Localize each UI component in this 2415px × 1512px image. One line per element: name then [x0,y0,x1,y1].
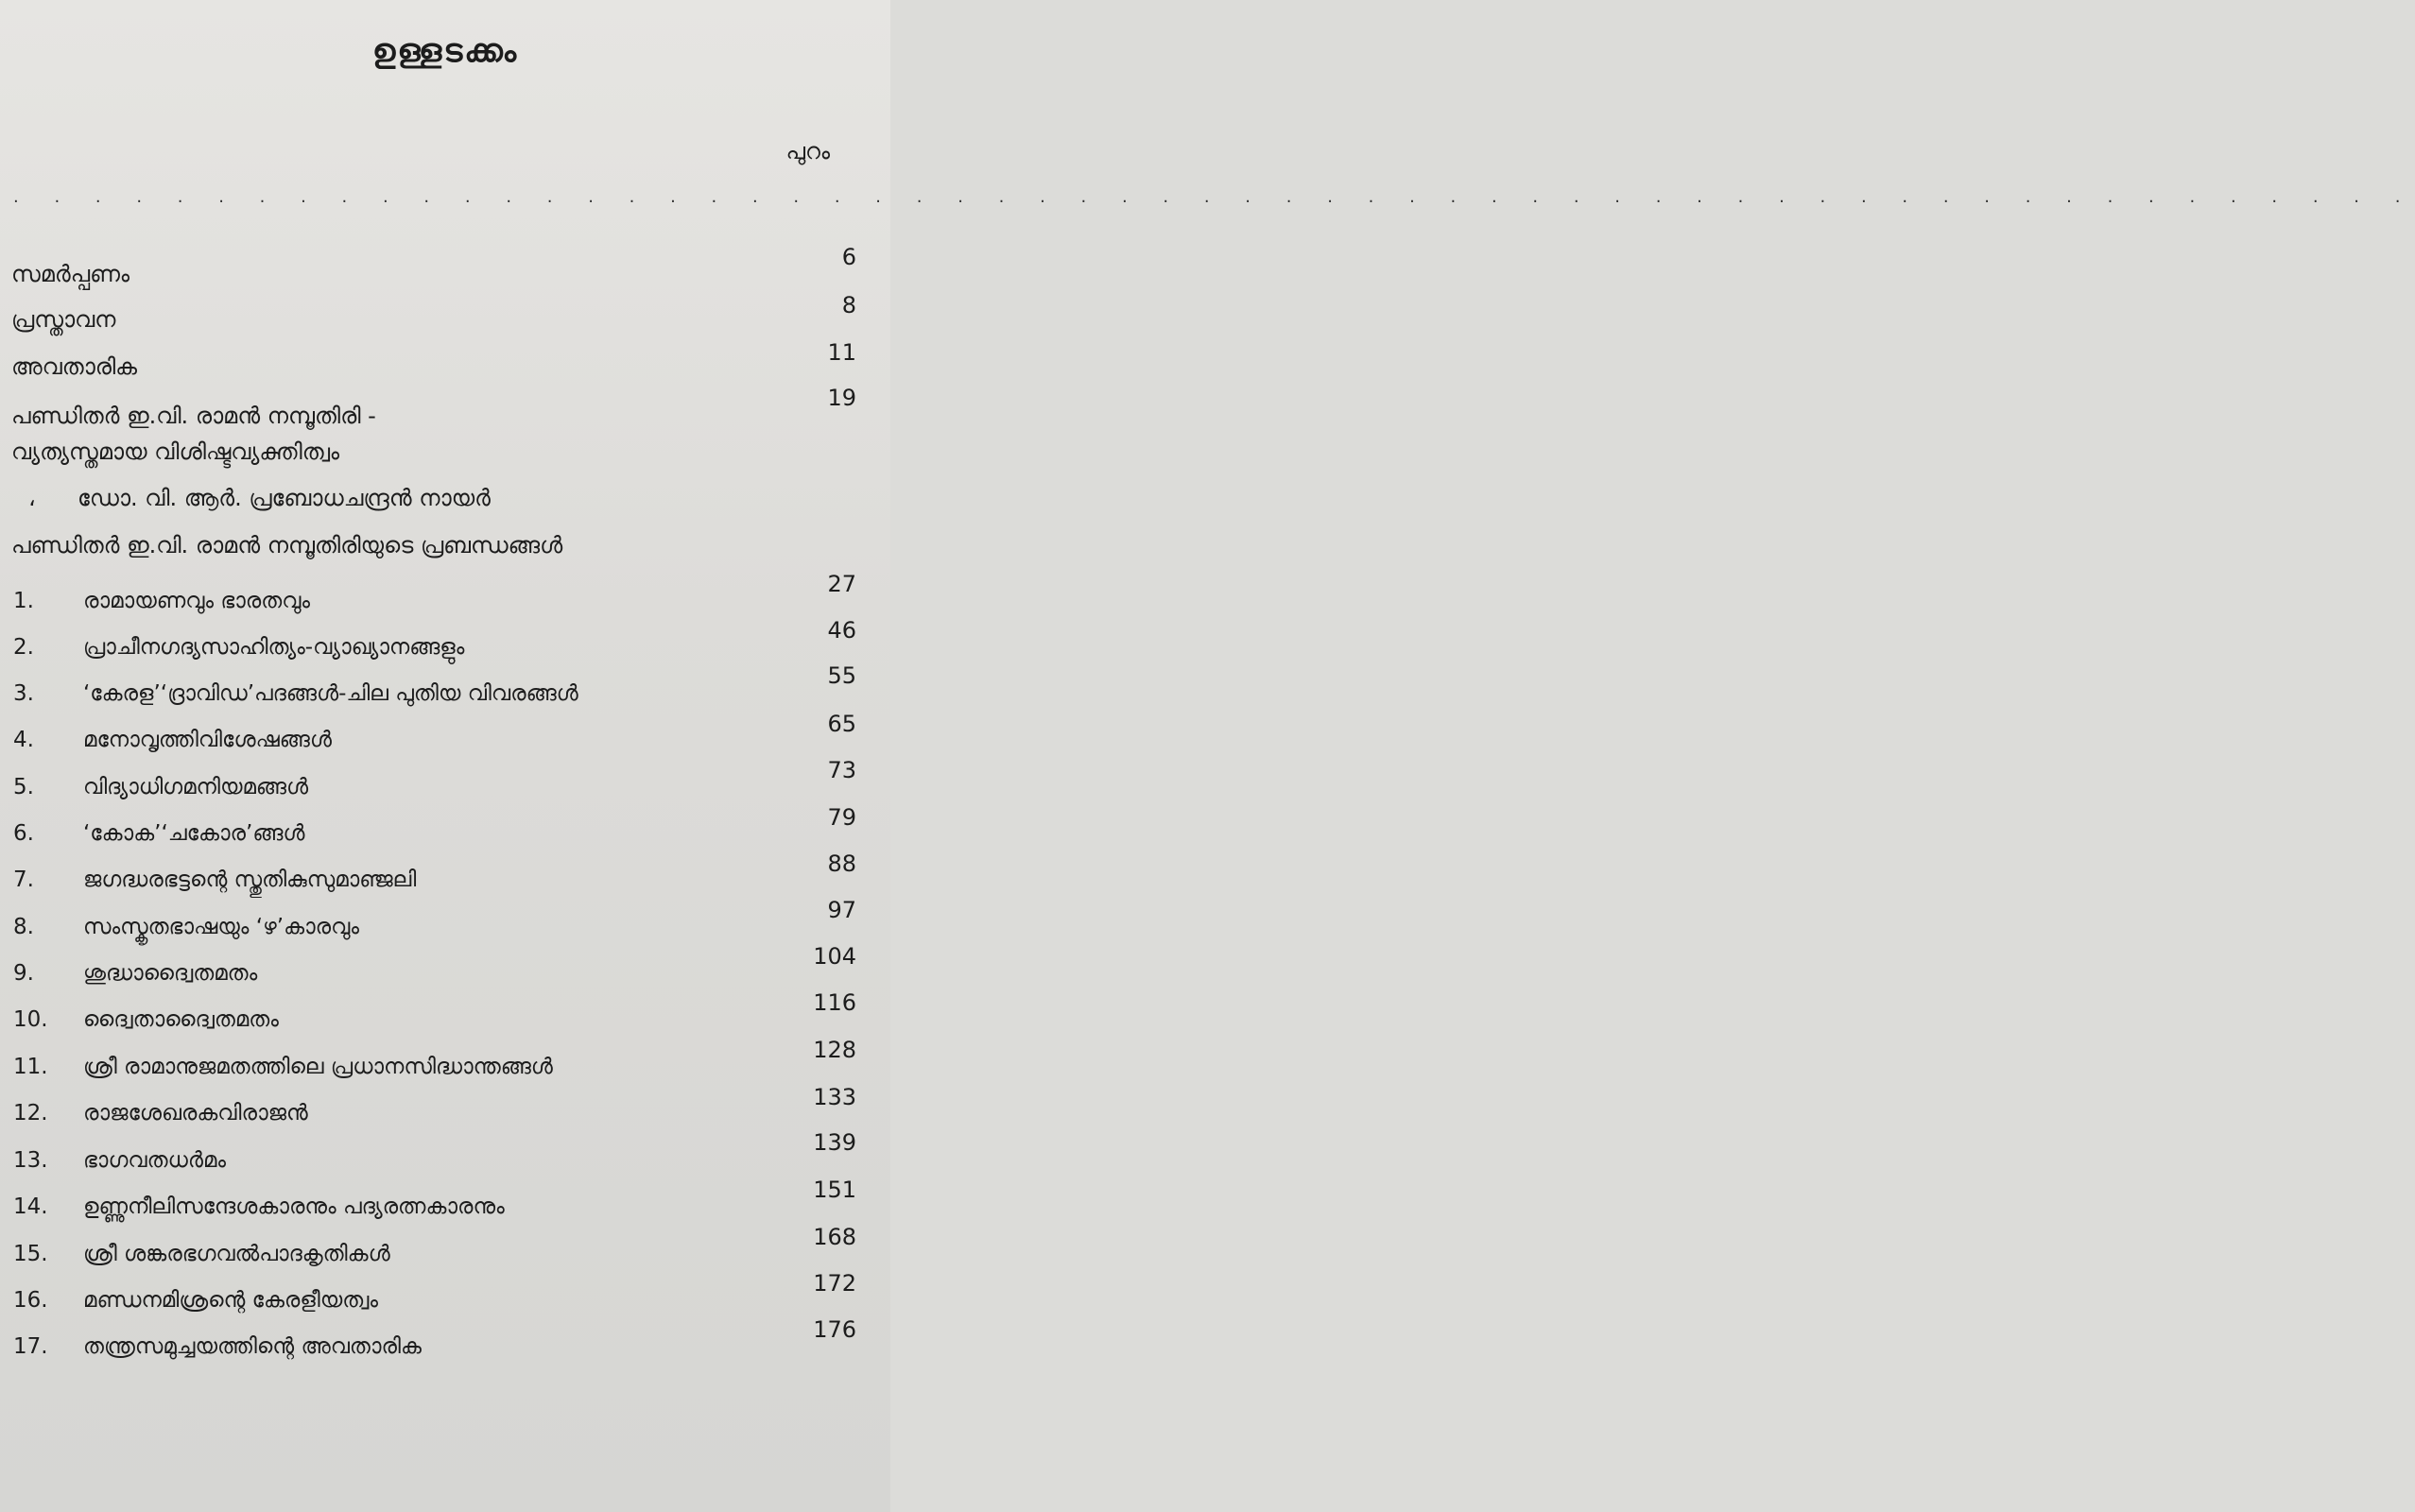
chapter-title: ശ്രീ രാമാനുജമതത്തിലെ പ്രധാനസിദ്ധാന്തങ്ങൾ [83,1055,553,1079]
toc-page-number: 6 [841,244,856,270]
chapter-row [13,819,305,848]
chapter-row [13,913,359,941]
author-line [28,484,491,512]
toc-page-number: 79 [827,804,856,831]
chapter-row [13,1332,422,1361]
chapter-title: ശ്രീ ശങ്കരഭഗവൽപാദകൃതികൾ [83,1242,390,1266]
chapter-number: 1. [13,589,34,613]
chapter-number: 7. [13,868,34,892]
toc-entry-introduction: അവതാരിക [11,353,138,380]
toc-page-number: 11 [827,339,856,366]
chapter-row [13,679,578,708]
chapter-title: മണ്ഡനമിശ്രന്റെ കേരളീയത്വം [83,1288,379,1313]
chapter-title: രാമായണവും ഭാരതവും [83,589,311,613]
chapter-row [13,1193,505,1221]
toc-page-number: 168 [813,1224,856,1250]
chapter-number: 3. [13,681,34,706]
dotted-divider: . . . . . . . . . . . . . . . . . . . . . . . . . . . . . . . . . . . . . . . . . . . . . . . . . . . . . . . . . . . [13,187,2415,207]
chapter-row [13,866,416,894]
toc-page-number: 133 [813,1084,856,1110]
toc-page-number: 73 [827,757,856,783]
chapter-row [13,1240,390,1268]
chapter-number: 9. [13,961,34,986]
chapter-number: 10. [13,1007,48,1032]
toc-page-number: 88 [827,850,856,877]
chapter-number: 12. [13,1101,48,1125]
toc-page-number: 151 [813,1177,856,1203]
chapter-title: മനോവൃത്തിവിശേഷങ്ങൾ [83,728,332,752]
chapter-title: ശുദ്ധാദ്വൈതമതം [83,961,258,986]
chapter-number: 5. [13,775,34,799]
chapter-number: 11. [13,1055,48,1079]
toc-entry-essay-title: പണ്ഡിതർ ഇ.വി. രാമൻ നമ്പൂതിരി - [11,403,376,429]
chapter-row [13,633,464,662]
toc-page-number: 46 [827,617,856,644]
chapter-row [13,1099,308,1127]
chapter-row [13,1053,553,1081]
chapter-number: 16. [13,1288,48,1313]
chapter-row [13,587,310,615]
chapter-title: പ്രാചീനഗദ്യസാഹിത്യം-വ്യാഖ്യാനങ്ങളും [83,635,465,660]
toc-page-number: 104 [813,943,856,970]
chapter-row [13,1005,279,1034]
toc-page-number: 19 [827,385,856,411]
toc-page-number: 139 [813,1129,856,1156]
chapter-row [13,1146,226,1175]
toc-entry-preface: പ്രസ്താവന [11,306,116,333]
section-heading: പണ്ഡിതർ ഇ.വി. രാമൻ നമ്പൂതിരിയുടെ പ്രബന്ധങ്ങൾ [11,532,563,558]
chapter-number: 17. [13,1334,48,1359]
chapter-row [13,959,257,988]
author-name: ഡോ. വി. ആർ. പ്രബോധചന്ദ്രൻ നായർ [78,485,491,511]
chapter-number: 4. [13,728,34,752]
toc-entry-dedication: സമർപ്പണം [11,261,130,287]
chapter-title: ‘കേരള’‘ദ്രാവിഡ’പദങ്ങൾ-ചില പുതിയ വിവരങ്ങൾ [83,681,578,706]
chapter-number: 2. [13,635,34,660]
chapter-title: ഉണ്ണുനീലിസന്ദേശകാരനും പദ്യരത്നകാരനും [83,1194,505,1219]
toc-entry-essay-subtitle: വ്യത്യസ്തമായ വിശിഷ്ടവ്യക്തിത്വം [11,438,340,465]
toc-page-number: 116 [813,989,856,1016]
toc-page-number: 128 [813,1037,856,1063]
chapter-title: ‘കോക’‘ചകോര’ങ്ങൾ [83,821,305,846]
toc-page-number: 55 [827,662,856,689]
chapter-number: 14. [13,1194,48,1219]
author-line-mark: ، [28,485,36,511]
chapter-title: സംസ്കൃതഭാഷയും ‘ഴ’കാരവും [83,915,359,939]
chapter-number: 13. [13,1148,48,1173]
chapter-title: ജഗദ്ധരഭട്ടന്റെ സ്തുതികുസുമാഞ്ജലി [83,868,417,892]
toc-page-number: 8 [841,292,856,318]
toc-page-number: 97 [827,897,856,923]
chapter-number: 6. [13,821,34,846]
chapter-title: ഭാഗവതധർമം [83,1148,227,1173]
toc-page-number: 27 [827,571,856,597]
toc-page-number: 176 [813,1316,856,1343]
chapter-title: രാജശേഖരകവിരാജൻ [83,1101,308,1125]
chapter-title: തന്ത്രസമുച്ചയത്തിന്റെ അവതാരിക [83,1334,422,1359]
toc-page-number: 172 [813,1270,856,1297]
chapter-title: ദ്വൈതാദ്വൈതമതം [83,1007,279,1032]
chapter-number: 8. [13,915,34,939]
chapter-row [13,726,332,754]
chapter-row [13,1286,378,1314]
chapter-row [13,773,308,801]
chapter-title: വിദ്യാധിഗമനിയമങ്ങൾ [83,775,309,799]
chapter-number: 15. [13,1242,48,1266]
page-column-label: പുറം [785,138,830,164]
page-title: ഉള്ളടക്കം [371,32,519,70]
toc-page-number: 65 [827,711,856,737]
